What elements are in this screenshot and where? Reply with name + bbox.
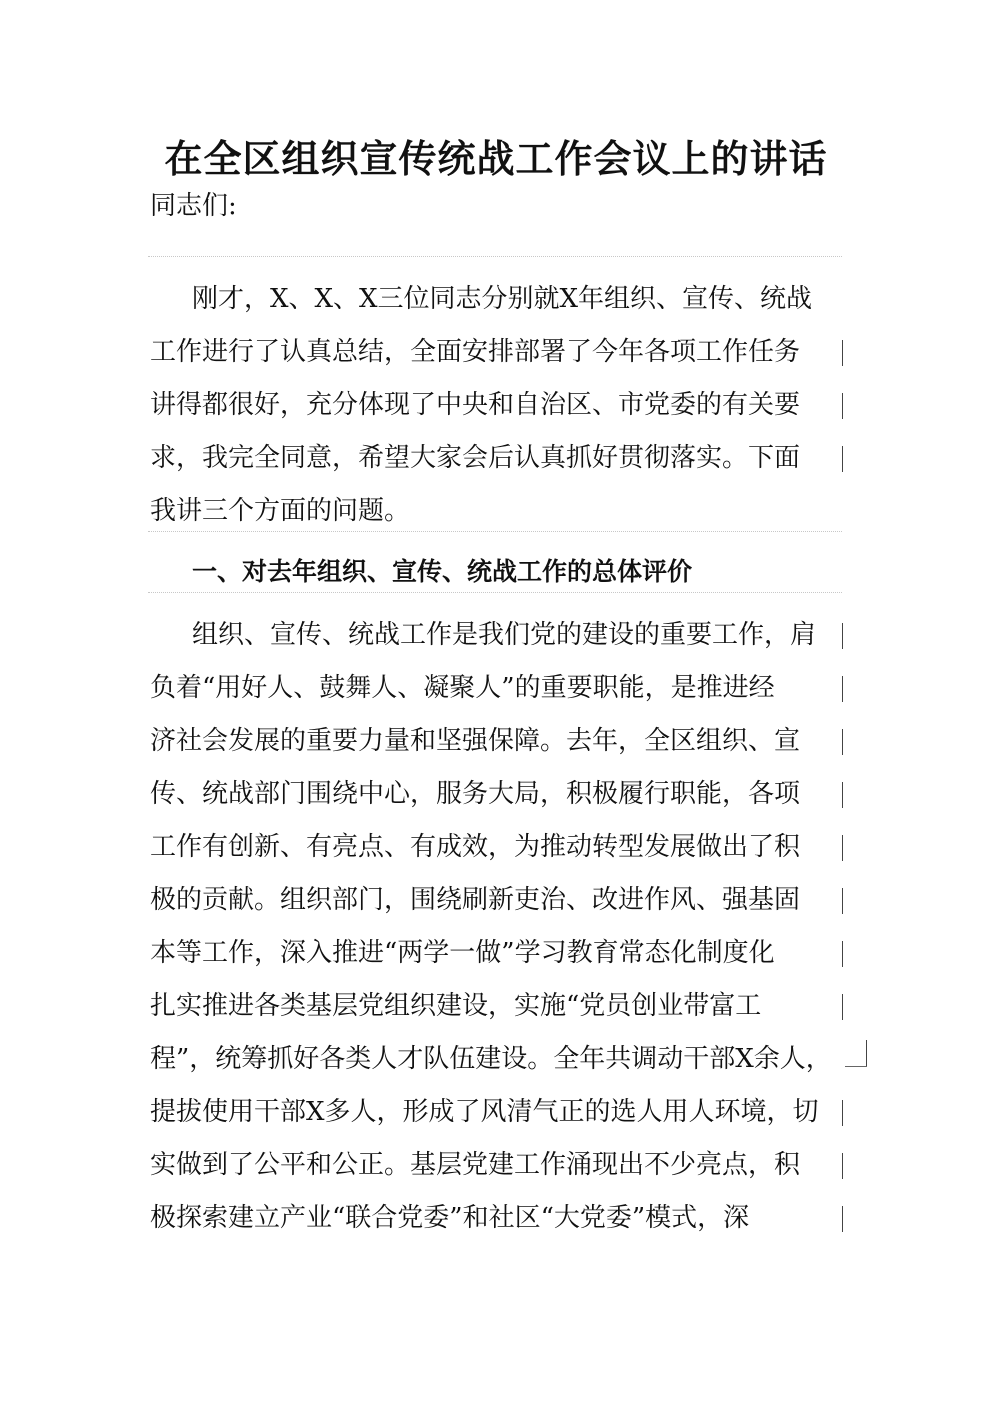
margin-mark: [842, 1206, 843, 1232]
paragraph-divider: [148, 256, 842, 257]
margin-mark: [842, 1100, 843, 1126]
para1-line: 讲得都很好，充分体现了中央和自治区、市党委的有关要: [150, 390, 801, 420]
section-heading: 一、对去年组织、宣传、统战工作的总体评价: [192, 557, 693, 586]
paragraph-divider: [148, 531, 842, 532]
margin-mark: [842, 994, 843, 1020]
margin-mark: [842, 941, 843, 967]
para2-line: 本等工作，深入推进“两学一做”学习教育常态化制度化: [150, 938, 775, 968]
margin-mark: [842, 340, 843, 366]
para1-line: 我讲三个方面的问题。: [150, 496, 411, 526]
margin-mark: [866, 1040, 867, 1066]
paragraph-divider: [148, 592, 842, 593]
margin-mark: [842, 729, 843, 755]
margin-mark: [842, 623, 843, 649]
para1-line: 求，我完全同意，希望大家会后认真抓好贯彻落实。下面: [150, 443, 801, 473]
salutation: 同志们:: [150, 191, 237, 221]
margin-mark: [842, 1153, 843, 1179]
para2-line: 负着“用好人、鼓舞人、凝聚人”的重要职能，是推进经: [150, 673, 775, 703]
para2-line: 工作有创新、有亮点、有成效，为推动转型发展做出了积: [150, 832, 801, 862]
para2-line: 实做到了公平和公正。基层党建工作涌现出不少亮点，积: [150, 1150, 801, 1180]
para2-line: 济社会发展的重要力量和坚强保障。去年，全区组织、宣: [150, 726, 801, 756]
para2-line: 扎实推进各类基层党组织建设，实施“党员创业带富工: [150, 991, 762, 1021]
para1-line: 刚才，X、X、X三位同志分别就X年组织、宣传、统战: [192, 284, 813, 314]
para2-line: 极的贡献。组织部门，围绕刷新吏治、改进作风、强基固: [150, 885, 801, 915]
margin-mark: [842, 446, 843, 472]
para2-line: 极探索建立产业“联合党委”和社区“大党委”模式，深: [150, 1203, 750, 1233]
para2-line: 传、统战部门围绕中心，服务大局，积极履行职能，各项: [150, 779, 801, 809]
margin-mark: [845, 1066, 867, 1067]
para2-line: 程”，统筹抓好各类人才队伍建设。全年共调动干部X余人，: [150, 1044, 832, 1074]
para2-line: 组织、宣传、统战工作是我们党的建设的重要工作，肩: [192, 620, 817, 650]
para1-line: 工作进行了认真总结，全面安排部署了今年各项工作任务: [150, 337, 801, 367]
margin-mark: [842, 888, 843, 914]
document-title: 在全区组织宣传统战工作会议上的讲话: [164, 136, 828, 181]
margin-mark: [842, 676, 843, 702]
margin-mark: [842, 782, 843, 808]
margin-mark: [842, 393, 843, 419]
para2-line: 提拔使用干部X多人，形成了风清气正的选人用人环境，切: [150, 1097, 819, 1127]
margin-mark: [842, 835, 843, 861]
